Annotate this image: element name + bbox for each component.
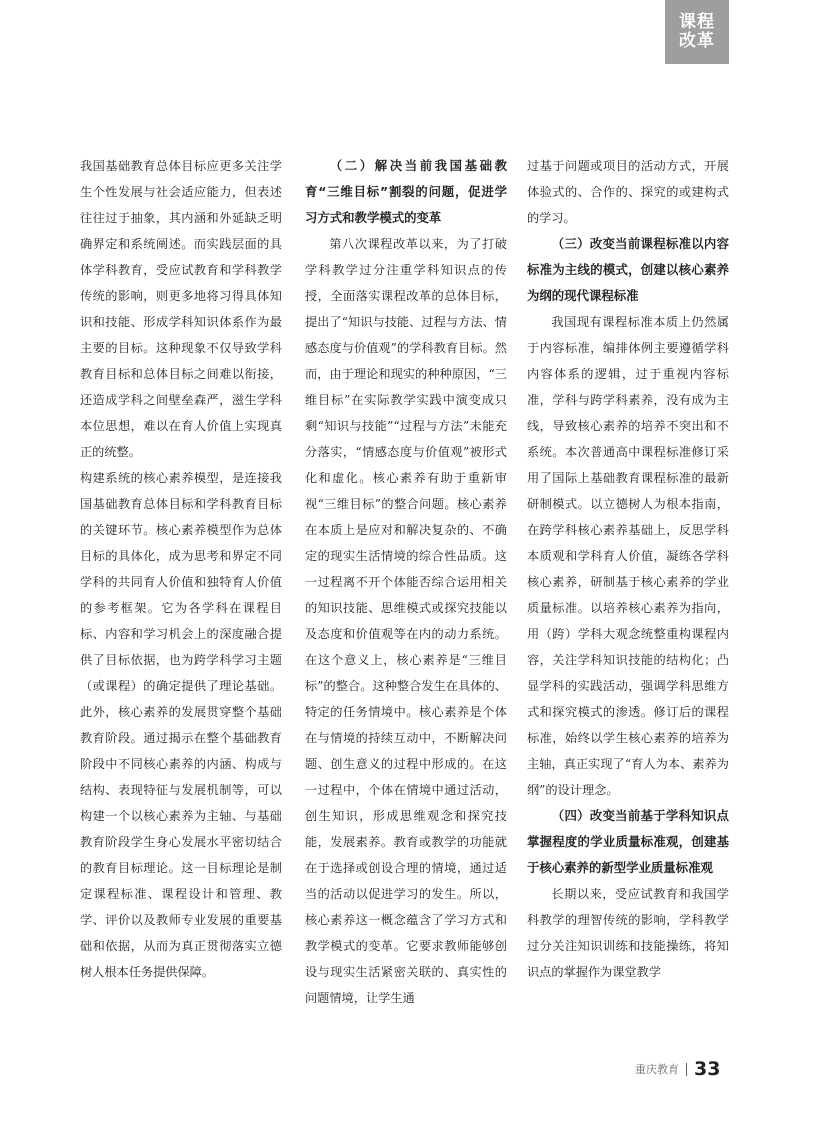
section-heading: （二）解决当前我国基础教育“三维目标”割裂的问题，促进学习方式和教学模式的变革 [305,158,507,225]
paragraph: 我国现有课程标准本质上仍然属于内容标准，编排体例主要遵循学科内容体系的逻辑，过于重视内容标准，学科与跨学科素养，没有成为主线，导致核心素养的培养不突出和不系统。本次普通高中课程标准修订采用了国际上基础教育课程标准的最新研制模式。以立德树人为根本指南，在跨学科核心素养基础上，反思学科本质观和学科育人价值，凝练各学科核心素养，研制基于核心素养的学业质量标准。以培养核心素养为指向，用（跨）学科大观念统整重构课程内容，关注学科知识技能的结构化；凸显学科的实践活动，强调学科思维方式和探究模式的渗透。修订后的课程标准，始终以学生核心素养的培养为主轴，真正实现了“育人为本、素养为纲”的设计理念。 [527,315,729,797]
paragraph: 我国基础教育总体目标应更多关注学生个性发展与社会适应能力，但表述往往过于抽象，其内涵和外延缺乏明确界定和系统阐述。而实践层面的具体学科教育，受应试教育和学科教学传统的影响，则更多地将习得具体知识和技能、形成学科知识体系作为最主要的目标。这种现象不仅导致学科教育目标和总体目标之间难以衔接，还造成学科之间壁垒森严，滋生学科本位思想，难以在育人价值上实现真正的统整。 [80,159,282,459]
paragraph: 构建系统的核心素养模型，是连接我国基础教育总体目标和学科教育目标的关键环节。核心素养模型作为总体目标的具体化，成为思考和界定不同学科的共同育人价值和独特育人价值的参考框架。它为各学科在课程目标、内容和学习机会上的深度融合提供了目标依据，也为跨学科学习主题（或课程）的确定提供了理论基础。此外，核心素养的发展贯穿整个基础教育阶段。通过揭示在整个基础教育阶段中不同核心素养的内涵、构成与结构、表现特征与发展机制等，可以构建一个以核心素养为主轴、与基础教育阶段学生身心发展水平密切结合的教育目标理论。这一目标理论是制定课程标准、课程设计和管理、教学、评价以及教师专业发展的重要基础和依据，从而为真正贯彻落实立德树人根本任务提供保障。 [80,471,282,979]
paragraph: 长期以来，受应试教育和我国学科教学的理智传统的影响，学科教学过分关注知识训练和技能操练，将知识点的掌握作为课堂教学 [527,887,729,979]
text-column-2 [305,153,507,1011]
section-tag [665,0,729,64]
footer-divider [686,1063,687,1076]
page-number: 33 [694,1058,721,1080]
section-heading: （三）改变当前课程标准以内容标准为主线的模式，创建以核心素养为纲的现代课程标准 [527,236,729,303]
text-column-1 [80,153,282,985]
page-footer [635,1057,720,1081]
text-column-3 [527,153,729,985]
section-tag-line2: 改革 [679,31,715,51]
paragraph: 过基于问题或项目的活动方式，开展体验式的、合作的、探究的或建构式的学习。 [527,159,729,225]
journal-name: 重庆教育 [635,1063,679,1076]
section-tag-line1: 课程 [679,12,715,32]
section-heading: （四）改变当前基于学科知识点掌握程度的学业质量标准观，创建基于核心素养的新型学业质量标准观 [527,808,729,875]
paragraph: 第八次课程改革以来，为了打破学科教学过分注重学科知识点的传授，全面落实课程改革的总体目标，提出了“知识与技能、过程与方法、情感态度与价值观”的学科教育目标。然而，由于理论和现实的种种原因，“三维目标”在实际教学实践中演变成只剩“知识与技能”“过程与方法”未能充分落实，“情感态度与价值观”被形式化和虚化。核心素养有助于重新审视“三维目标”的整合问题。核心素养在本质上是应对和解决复杂的、不确定的现实生活情境的综合性品质。这一过程离不开个体能否综合运用相关的知识技能、思维模式或探究技能以及态度和价值观等在内的动力系统。在这个意义上，核心素养是“三维目标”的整合。这种整合发生在具体的、特定的任务情境中。核心素养是个体在与情境的持续互动中，不断解决问题、创生意义的过程中形成的。在这一过程中，个体在情境中通过活动，创生知识，形成思维观念和探究技能，发展素养。教育或教学的功能就在于选择或创设合理的情境，通过适当的活动以促进学习的发生。所以，核心素养这一概念蕴含了学习方式和教学模式的变革。它要求教师能够创设与现实生活紧密关联的、真实性的问题情境，让学生通 [305,237,507,1005]
